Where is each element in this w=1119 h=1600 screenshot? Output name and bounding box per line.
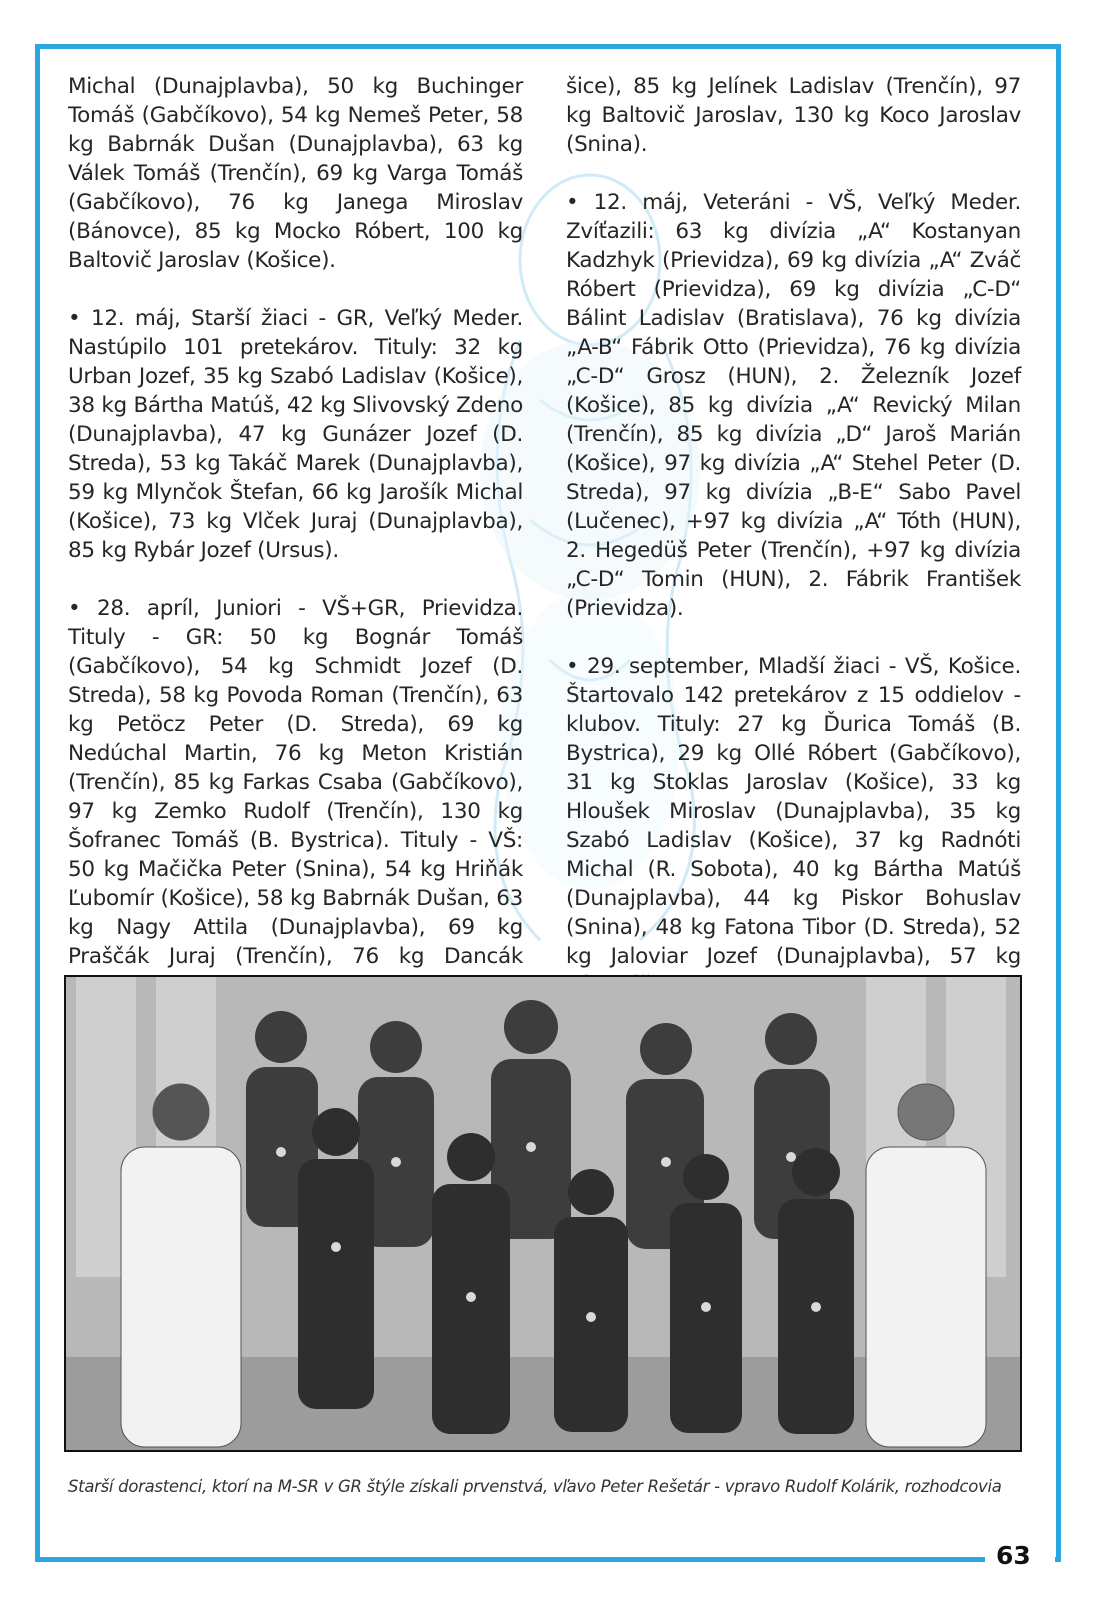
paragraph: • 12. máj, Veteráni - VŠ, Veľký Meder. Zvíťazili: 63 kg divízia „A“ Kostanyan Kadzhyk (Prievidza), 69 kg divízia „A“ Zváč Róbert (Prievidza), 69 kg divízia „C-D“ Bálint Ladislav (Bratislava), 76 kg divízia „A-B“ Fábrik Otto (Prievidza), 76 kg divízia „C-D“ Grosz (HUN), 2. Železník Jozef (Košice), 85 kg divízia „A“ Revický Milan (Trenčín), 85 kg divízia „D“ Jaroš Marián (Košice), 97 kg divízia „A“ Stehel Peter (D. Streda), 97 kg divízia „B-E“ Sabo Pavel (Lučenec), +97 kg divízia „A“ Tóth (HUN), 2. Hegedüš Peter (Trenčín), +97 kg divízia „C-D“ Tomin (HUN), 2. Fábrik František (Prievidza). <box>566 190 1021 621</box>
paragraph: šice), 85 kg Jelínek Ladislav (Trenčín), 97 kg Baltovič Jaroslav, 130 kg Koco Jaroslav (Snina). <box>566 74 1021 157</box>
team-photo <box>64 975 1022 1452</box>
page-number: 63 <box>996 1541 1031 1570</box>
paragraph: Michal (Dunajplavba), 50 kg Buchinger Tomáš (Gabčíkovo), 54 kg Nemeš Peter, 58 kg Babrnák Dušan (Dunajplavba), 63 kg Válek Tomáš (Trenčín), 69 kg Varga Tomáš (Gabčíkovo), 76 kg Janega Miroslav (Bánovce), 85 kg Mocko Róbert, 100 kg Baltovič Jaroslav (Košice). <box>68 74 523 273</box>
paragraph: • 12. máj, Starší žiaci - GR, Veľký Meder. Nastúpilo 101 pretekárov. Tituly: 32 kg Urban Jozef, 35 kg Szabó Ladislav (Košice), 38 kg Bártha Matúš, 42 kg Slivovský Zdeno (Dunajplavba), 47 kg Gunázer Jozef (D. Streda), 53 kg Takáč Marek (Dunajplavba), 59 kg Mlynčok Štefan, 66 kg Jarošík Michal (Košice), 73 kg Vlček Juraj (Dunajplavba), 85 kg Rybár Jozef (Ursus). <box>68 306 523 563</box>
text-column-left <box>68 72 523 1029</box>
photo-caption: Starší dorastenci, ktorí na M-SR v GR štýle získali prvenstvá, vľavo Peter Rešetár - vpravo Rudolf Kolárik, rozhodcovia <box>68 1477 1002 1496</box>
paragraph: • 28. apríl, Juniori - VŠ+GR, Prievidza. Tituly - GR: 50 kg Bognár Tomáš (Gabčíkovo), 54 kg Schmidt Jozef (D. Streda), 58 kg Povoda Roman (Trenčín), 63 kg Petöcz Peter (D. Streda), 69 kg Nedúchal Martin, 76 kg Meton Kristián (Trenčín), 85 kg Farkas Csaba (Gabčíkovo), 97 kg Zemko Rudolf (Trenčín), 130 kg Šofranec Tomáš (B. Bystrica). Tituly - VŠ: 50 kg Mačička Peter (Snina), 54 kg Hriňák Ľubomír (Košice), 58 kg Babrnák Dušan, 63 kg Nagy Attila (Dunajplavba), 69 kg Praščák Juraj (Trenčín), 76 kg Dancák <box>68 596 523 969</box>
team-photo-illustration <box>66 977 1020 1450</box>
text-column-right <box>566 72 1021 1029</box>
paragraph: • 29. september, Mladší žiaci - VŠ, Košice. Štartovalo 142 pretekárov z 15 oddielov - klubov. Tituly: 27 kg Ďurica Tomáš (B. Bystrica), 29 kg Ollé Róbert (Gabčíkovo), 31 kg Stoklas Jaroslav (Košice), 33 kg Hloušek Miroslav (Dunajplavba), 35 kg Szabó Ladislav (Košice), 37 kg Radnóti Michal (R. Sobota), 40 kg Bártha Matúš (Dunajplavba), 44 kg Piskor Bohuslav (Snina), 48 kg Fatona Tibor (D. Streda), 52 kg Jaloviar Jozef (Dunajplavba), 57 kg <box>566 654 1021 969</box>
